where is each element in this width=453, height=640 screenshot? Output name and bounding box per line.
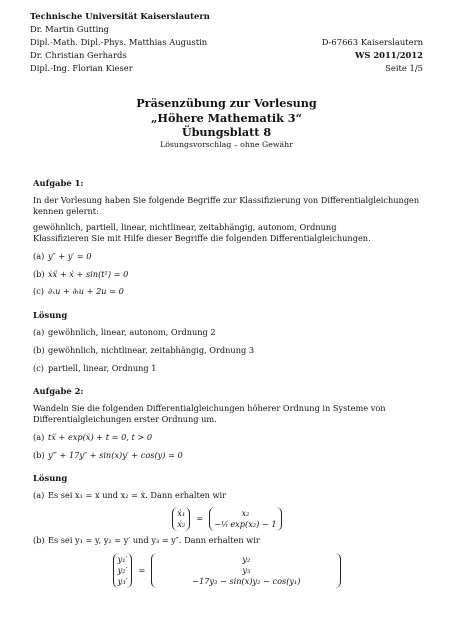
list-item: (c) ∂ₓu + ∂ₜu + 2u = 0 [33, 286, 124, 297]
header-row-5 [30, 62, 423, 75]
header-row-3 [30, 36, 423, 49]
list-item: (b) ẋẍ + ẋ + sin(t²) = 0 [33, 268, 129, 279]
equation: tẍ + exp(ẋ) + t = 0, t > 0 [48, 431, 153, 442]
matrix-equation-b: y₁′ y₂′ y₃′ = y₂ y₃ −17y₃ − sin(x)y₂ − cos(y₁) [33, 553, 421, 588]
document-title [0, 96, 453, 140]
list-item: (a) y″ + y′ = 0 [33, 250, 92, 261]
loesung-2b-text: (b) Es sei y₁ = y, y₂ = y′ und y₃ = y″. Dann erhalten wir [33, 535, 260, 546]
header-line-5-left: Dipl.-Ing. Florian Kieser [30, 63, 133, 73]
aufgabe-2-text: Wandeln Sie die folgenden Differentialgleichungen höherer Ordnung in Systeme von Differentialgleichungen erster Ordnung um. [33, 402, 386, 425]
header-row-4 [30, 49, 423, 62]
aufgabe-2-heading: Aufgabe 2: [33, 386, 84, 397]
lhs-vector: ẋ₁ ẋ₂ [172, 507, 190, 531]
rhs-vector: x₂ −¹⁄ₜ exp(x₂) − 1 [209, 507, 281, 531]
list-item: (a) gewöhnlich, linear, autonom, Ordnung 2 [33, 327, 216, 338]
aufgabe-1 [33, 178, 421, 298]
equation: ∂ₓu + ∂ₜu + 2u = 0 [48, 286, 124, 297]
header-line-4-left: Dr. Christian Gerhards [30, 50, 127, 60]
aufgabe-1-text-1: In der Vorlesung haben Sie folgende Begriffe zur Klassifizierung von Differentialgleichungen kennen gelernt: [33, 194, 420, 217]
list-item: (b) y‴ + 17y″ + sin(x)y′ + cos(y) = 0 [33, 449, 183, 460]
document-body [33, 178, 421, 592]
document-header [30, 10, 423, 75]
aufgabe-1-heading: Aufgabe 1: [33, 178, 84, 188]
header-line-2: Dr. Martin Gutting [30, 24, 110, 34]
header-line-3-left: Dipl.-Math. Dipl.-Phys. Matthias Augustin [30, 37, 208, 47]
title-line-2: „Höhere Mathematik 3“ [150, 110, 303, 125]
loesung-2-heading: Lösung [33, 473, 68, 484]
postal-address: D-67663 Kaiserslautern [321, 37, 423, 47]
equation: y″ + y′ = 0 [48, 250, 92, 261]
university-name: Technische Universität Kaiserslautern [30, 11, 210, 21]
loesung-1 [33, 310, 421, 374]
loesung-1-heading: Lösung [33, 309, 68, 320]
aufgabe-2 [33, 386, 421, 461]
loesung-2 [33, 473, 421, 588]
rhs-vector: y₂ y₃ −17y₃ − sin(x)y₂ − cos(y₁) [151, 553, 341, 588]
loesung-2a-text: (a) Es sei x₁ = x und x₂ = ẋ. Dann erhalten wir [33, 489, 227, 500]
aufgabe-1-text-3: Klassifizieren Sie mit Hilfe dieser Begriffe die folgenden Differentialgleichungen. [33, 233, 371, 244]
matrix-equation-a: ẋ₁ ẋ₂ = x₂ −¹⁄ₜ exp(x₂) − 1 [33, 507, 421, 531]
lhs-vector: y₁′ y₂′ y₃′ [113, 553, 133, 588]
list-item: (b) gewöhnlich, nichtlinear, zeitabhängig, Ordnung 3 [33, 344, 255, 355]
title-line-1: Präsenzübung zur Vorlesung [136, 96, 317, 110]
equation: y‴ + 17y″ + sin(x)y′ + cos(y) = 0 [48, 449, 183, 460]
document-subtitle: Lösungsvorschlag – ohne Gewähr [160, 140, 293, 149]
list-item: (c) partiell, linear, Ordnung 1 [33, 362, 157, 373]
equation: ẋẍ + ẋ + sin(t²) = 0 [48, 268, 129, 279]
title-line-3: Übungsblatt 8 [181, 125, 272, 139]
semester: WS 2011/2012 [354, 50, 423, 60]
aufgabe-1-text-2: gewöhnlich, partiell, linear, nichtlinear, zeitabhängig, autonom, Ordnung [33, 221, 337, 232]
list-item: (a) tẍ + exp(ẋ) + t = 0, t > 0 [33, 431, 153, 442]
page-number: Seite 1/5 [385, 63, 423, 73]
